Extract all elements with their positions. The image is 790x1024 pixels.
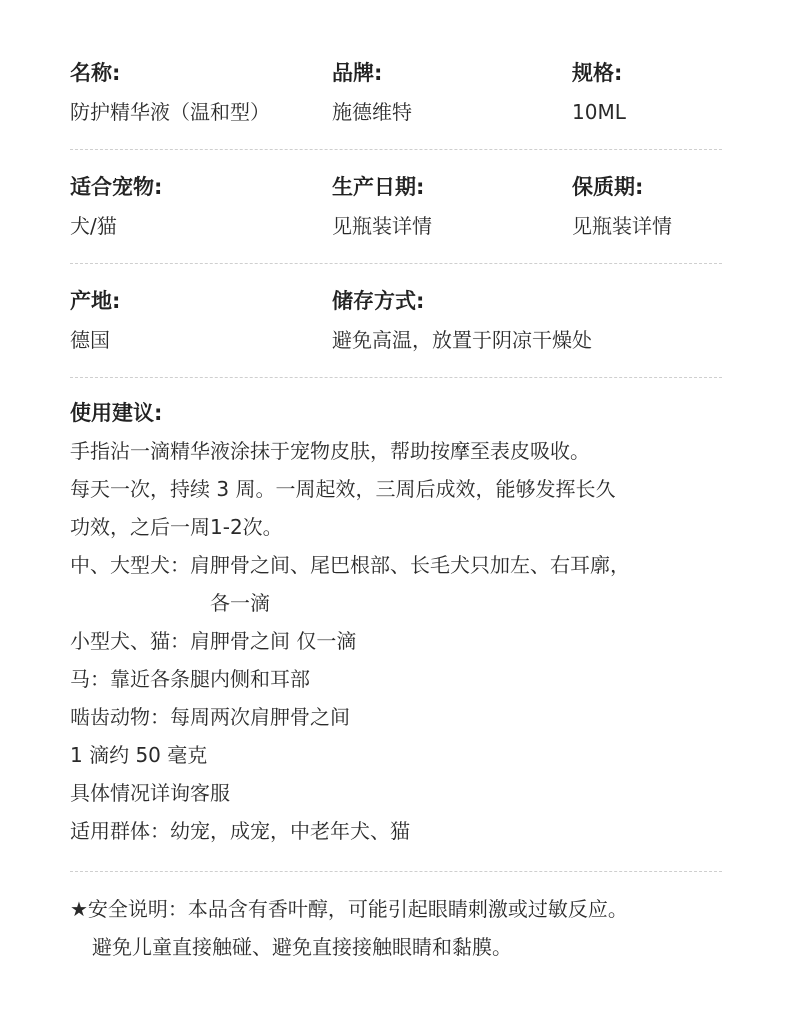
- spec-origin: [70, 286, 120, 355]
- spec-shelf-life: [572, 172, 672, 241]
- divider: [70, 377, 722, 378]
- usage-line: 各一滴: [210, 591, 270, 615]
- divider: [70, 871, 722, 872]
- spec-value: 德国: [70, 328, 110, 352]
- spec-label: 适合宠物:: [70, 175, 163, 199]
- usage-line: 1 滴约 50 毫克: [70, 743, 208, 767]
- safety-notice: ★安全说明：本品含有香叶醇，可能引起眼睛刺激或过敏反应。: [70, 897, 628, 921]
- spec-label: 品牌:: [332, 61, 383, 85]
- spec-storage: [332, 286, 592, 355]
- usage-line: 马：靠近各条腿内侧和耳部: [70, 667, 310, 691]
- spec-label: 生产日期:: [332, 175, 425, 199]
- spec-value: 避免高温，放置于阴凉干燥处: [332, 328, 592, 352]
- usage-line: 每天一次，持续 3 周。一周起效，三周后成效，能够发挥长久: [70, 477, 616, 501]
- spec-row-dates: [70, 172, 722, 252]
- usage-line: 功效，之后一周1-2次。: [70, 515, 283, 539]
- usage-line: 具体情况详询客服: [70, 781, 230, 805]
- usage-label: 使用建议:: [70, 401, 163, 425]
- spec-name: [70, 58, 270, 127]
- spec-value: 见瓶装详情: [572, 214, 672, 238]
- spec-value: 防护精华液（温和型）: [70, 100, 270, 124]
- spec-size: [572, 58, 626, 127]
- spec-production-date: [332, 172, 432, 241]
- safety-section: [70, 890, 770, 966]
- spec-value: 犬/猫: [70, 214, 117, 238]
- spec-row-basic: [70, 58, 722, 138]
- usage-line: 小型犬、猫：肩胛骨之间 仅一滴: [70, 629, 357, 653]
- usage-line: 手指沾一滴精华液涂抹于宠物皮肤，帮助按摩至表皮吸收。: [70, 439, 590, 463]
- usage-line: 适用群体：幼宠，成宠，中老年犬、猫: [70, 819, 410, 843]
- spec-label: 保质期:: [572, 175, 644, 199]
- spec-label: 储存方式:: [332, 289, 425, 313]
- spec-value: 见瓶装详情: [332, 214, 432, 238]
- divider: [70, 149, 722, 150]
- spec-label: 产地:: [70, 289, 121, 313]
- usage-section: [70, 398, 750, 850]
- usage-line: 啮齿动物：每周两次肩胛骨之间: [70, 705, 350, 729]
- spec-label: 名称:: [70, 61, 121, 85]
- divider: [70, 263, 722, 264]
- safety-notice: 避免儿童直接触碰、避免直接接触眼睛和黏膜。: [92, 935, 512, 959]
- spec-label: 规格:: [572, 61, 623, 85]
- spec-row-origin: [70, 286, 722, 366]
- spec-value: 施德维特: [332, 100, 412, 124]
- usage-line: 中、大型犬：肩胛骨之间、尾巴根部、长毛犬只加左、右耳廓，: [70, 553, 630, 577]
- spec-pet-type: [70, 172, 162, 241]
- spec-brand: [332, 58, 412, 127]
- spec-value: 10ML: [572, 100, 626, 124]
